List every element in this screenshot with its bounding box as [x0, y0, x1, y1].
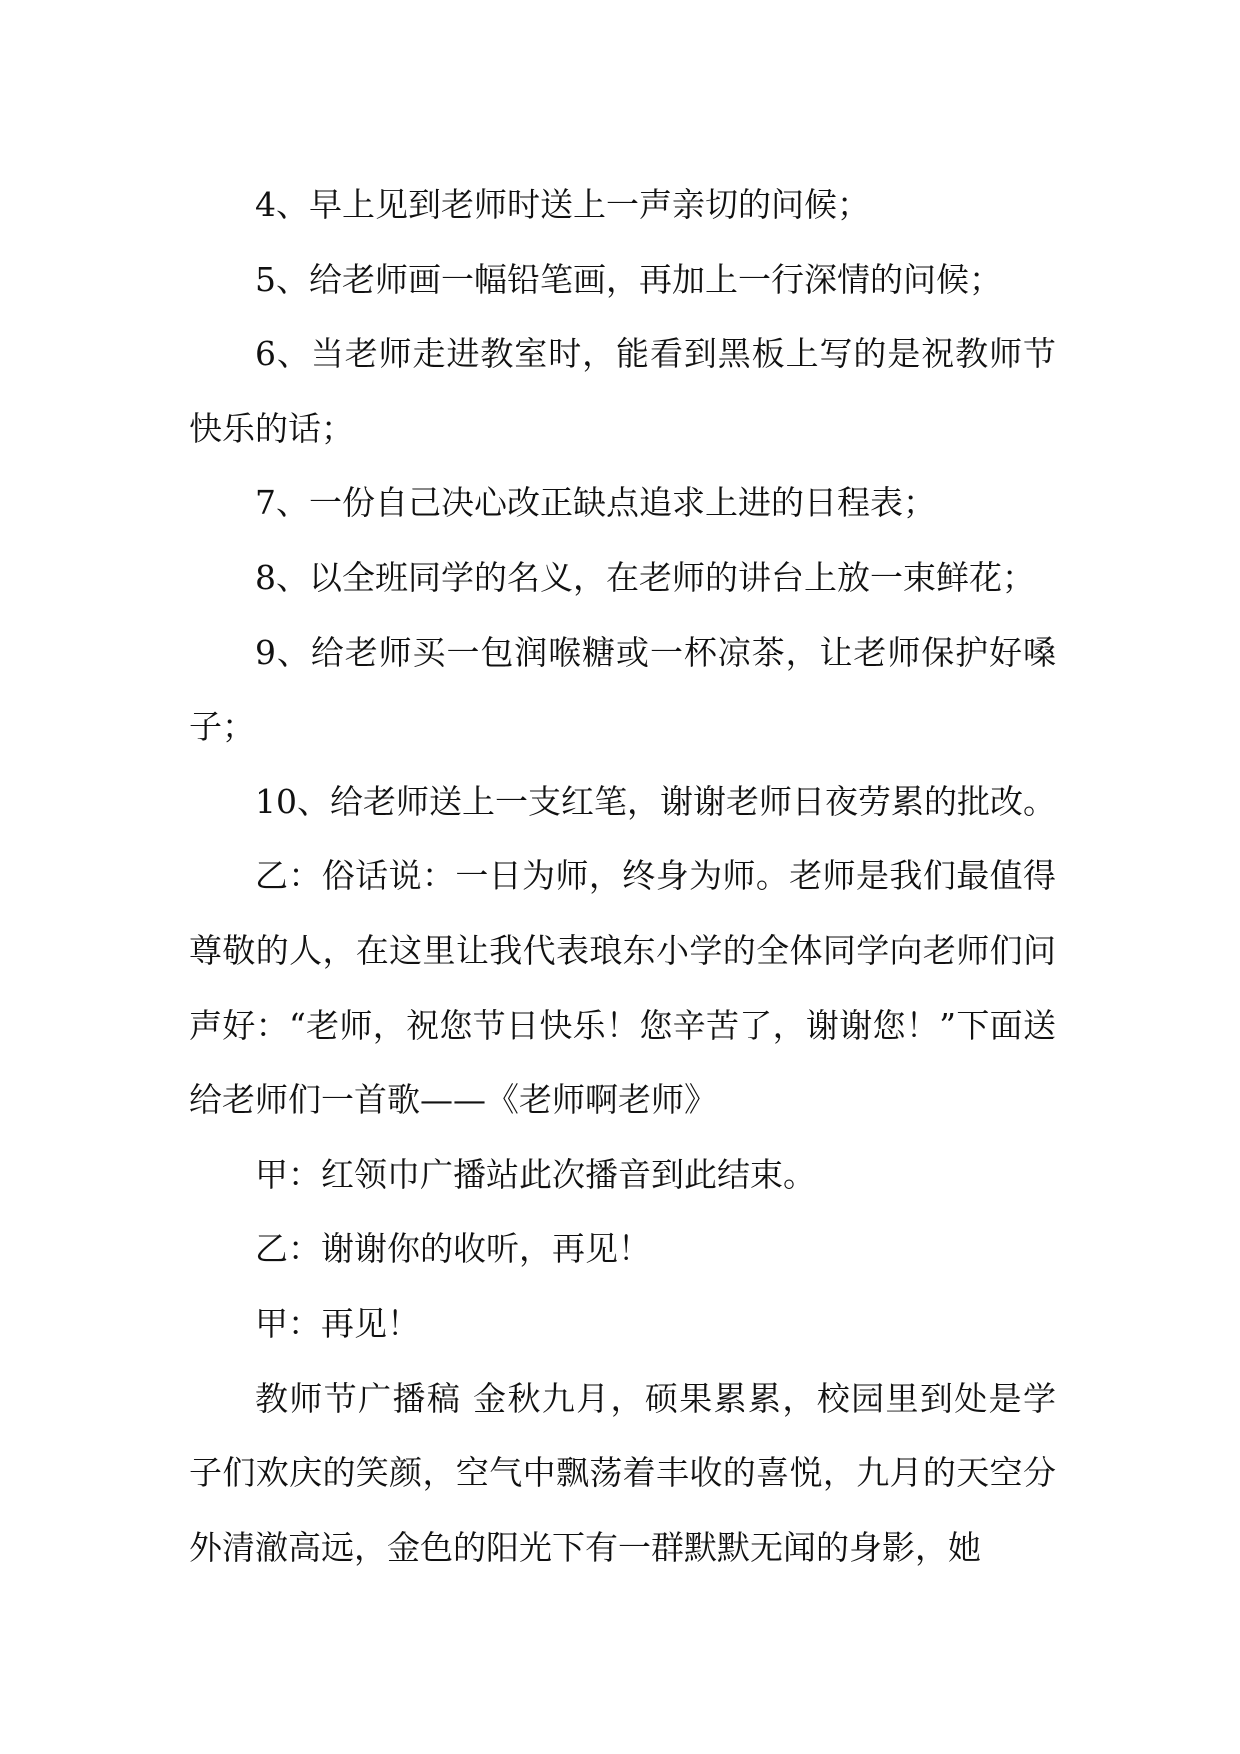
list-item-7: 7、一份自己决心改正缺点追求上进的日程表；	[255, 483, 936, 523]
dialogue-yi-farewell: 乙：谢谢你的收听，再见！	[255, 1229, 651, 1269]
dialogue-yi-greeting: 乙：俗话说：一日为师，终身为师。老师是我们最值得尊敬的人，在这里让我代表琅东小学的全体同学向老师们问声好：“老师，祝您节日快乐！您辛苦了，谢谢您！”下面送给老师们一首歌——《老师啊老师》	[189, 856, 1056, 1120]
document-body	[189, 168, 1056, 1585]
list-item-5: 5、给老师画一幅铅笔画，再加上一行深情的问候；	[255, 259, 1002, 299]
list-item-8: 8、以全班同学的名义，在老师的讲台上放一束鲜花；	[255, 557, 1035, 597]
list-item-6: 6、当老师走进教室时，能看到黑板上写的是祝教师节快乐的话；	[189, 334, 1056, 448]
list-item-10: 10、给老师送上一支红笔，谢谢老师日夜劳累的批改。	[255, 781, 1056, 821]
broadcast-script-intro: 教师节广播稿 金秋九月，硕果累累，校园里到处是学子们欢庆的笑颜，空气中飘荡着丰收的喜悦，九月的天空分外清澈高远，金色的阳光下有一群默默无闻的身影，她	[189, 1378, 1056, 1567]
dialogue-jia-farewell: 甲：再见！	[255, 1303, 420, 1343]
list-item-4: 4、早上见到老师时送上一声亲切的问候；	[255, 185, 870, 224]
dialogue-jia-closing: 甲：红领巾广播站此次播音到此结束。	[255, 1154, 816, 1194]
list-item-9: 9、给老师买一包润喉糖或一杯凉茶，让老师保护好嗓子；	[189, 632, 1056, 747]
